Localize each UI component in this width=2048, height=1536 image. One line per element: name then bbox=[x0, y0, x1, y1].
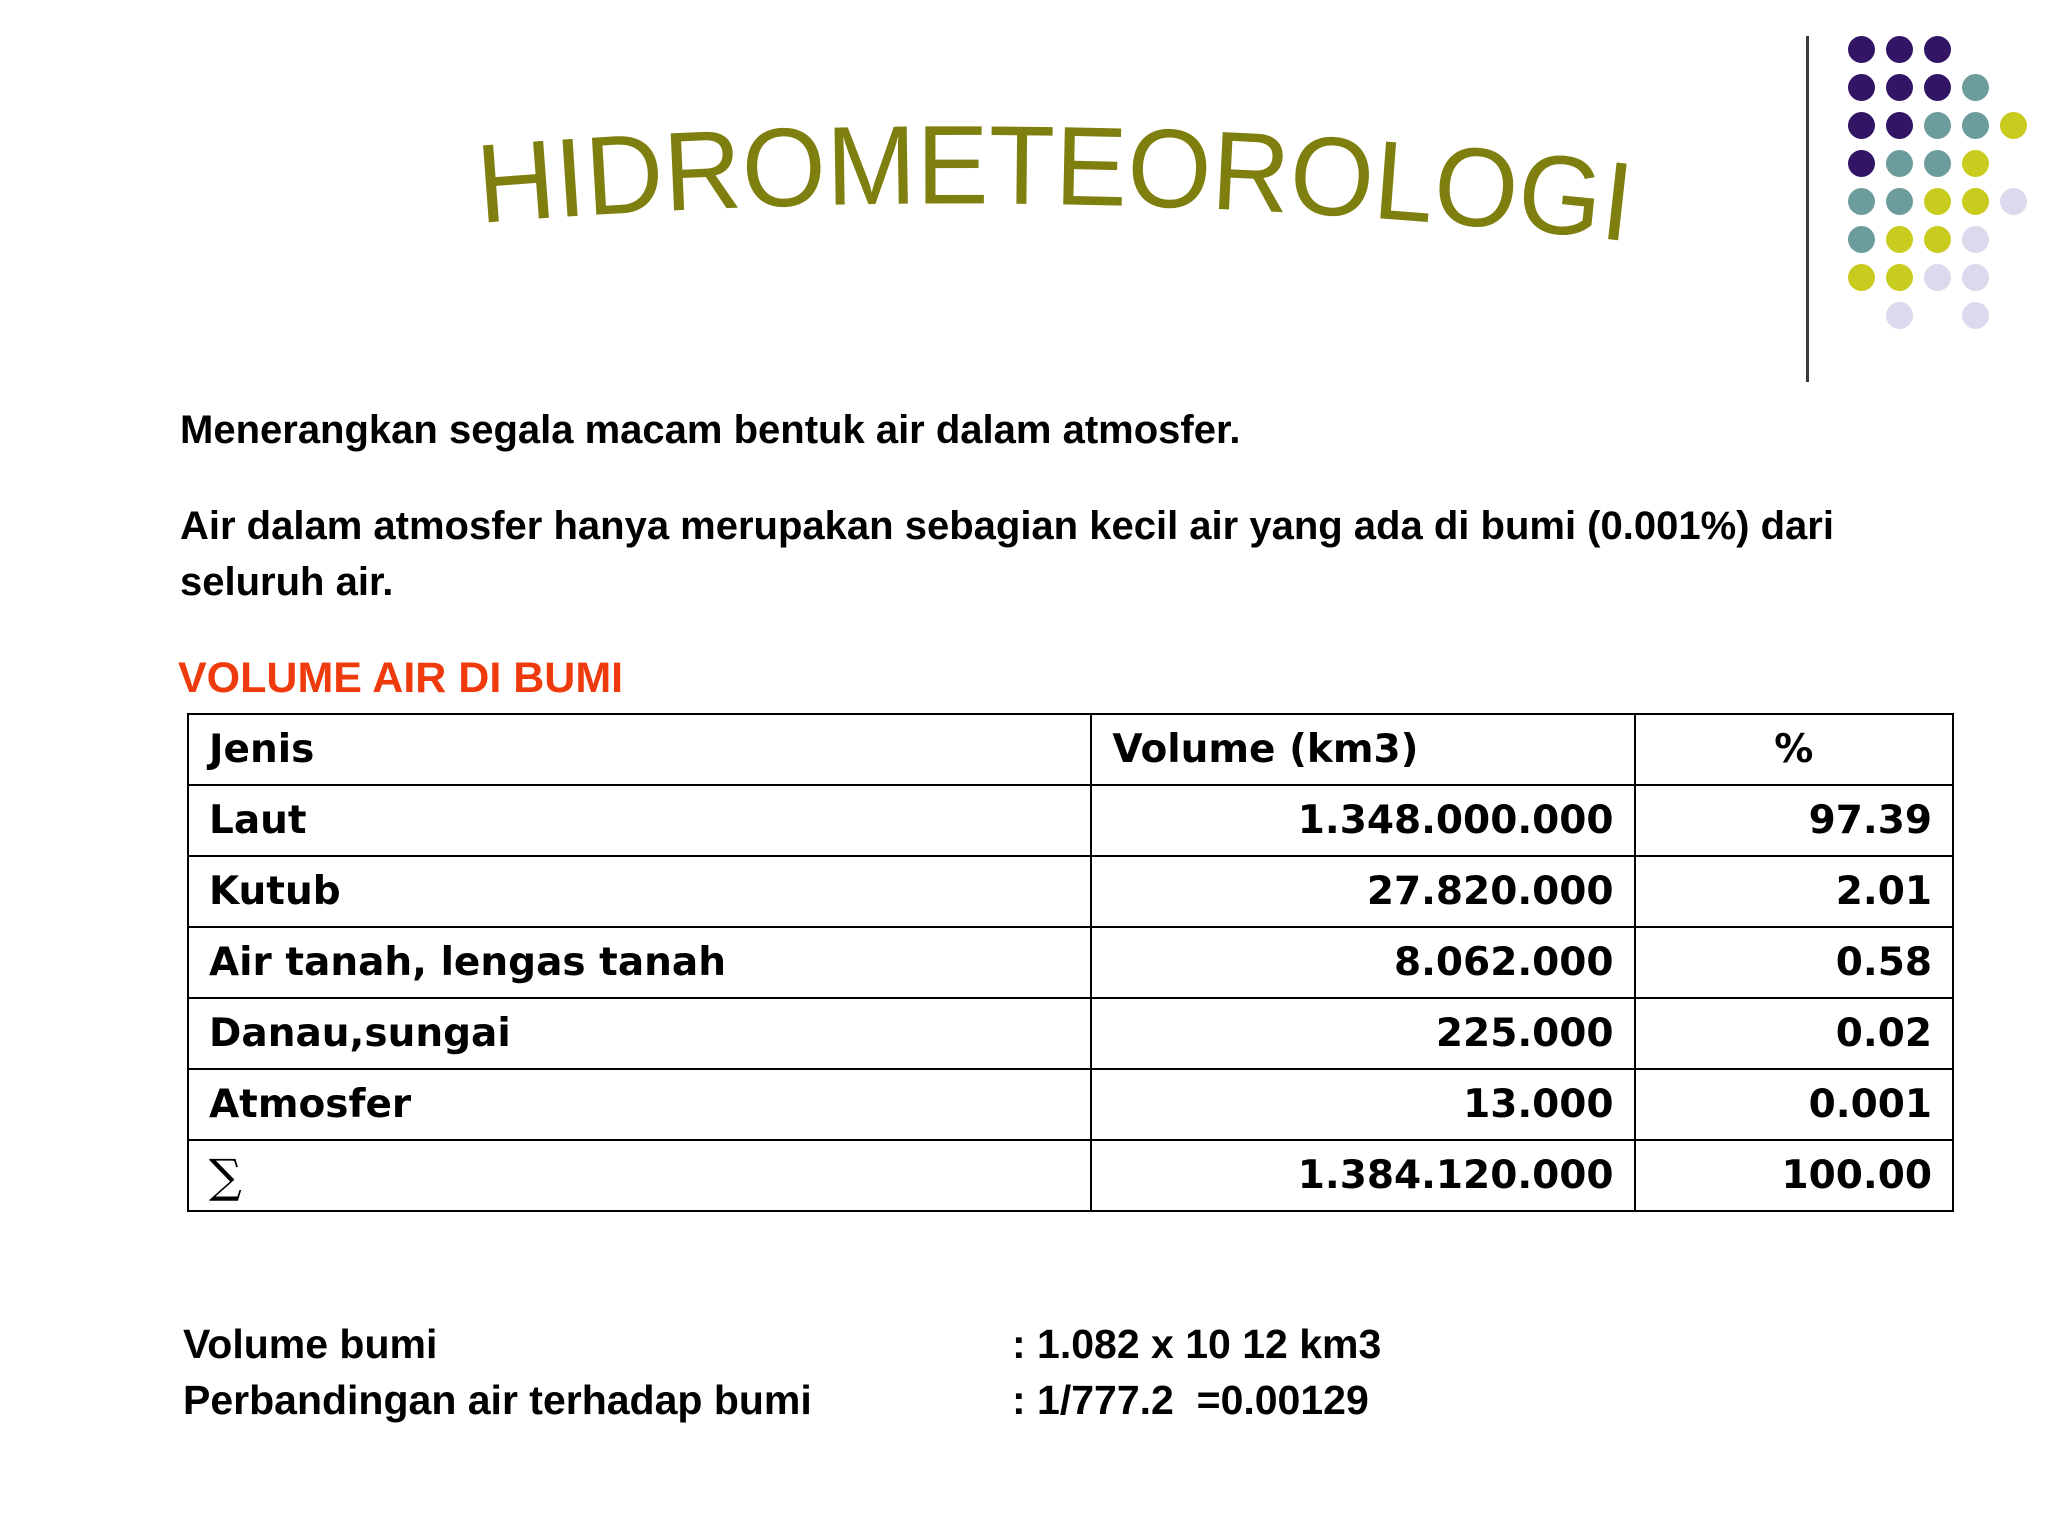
decorative-dot-grid bbox=[1848, 36, 2038, 336]
decorative-dot bbox=[1886, 264, 1913, 291]
svg-text:HIDROMETEOROLOGI bbox=[472, 102, 1639, 265]
vertical-divider bbox=[1806, 36, 1809, 382]
header-jenis: Jenis bbox=[188, 714, 1091, 785]
decorative-dot bbox=[1962, 302, 1989, 329]
decorative-dot bbox=[1848, 226, 1875, 253]
cell-volume: 225.000 bbox=[1091, 998, 1634, 1069]
decorative-dot bbox=[1848, 74, 1875, 101]
decorative-dot bbox=[1848, 36, 1875, 63]
decorative-dot bbox=[1924, 150, 1951, 177]
decorative-dot bbox=[1848, 188, 1875, 215]
cell-volume: 13.000 bbox=[1091, 1069, 1634, 1140]
table-heading: VOLUME AIR DI BUMI bbox=[178, 654, 624, 702]
water-earth-ratio-label: Perbandingan air terhadap bumi bbox=[183, 1377, 812, 1423]
title-text: HIDROMETEOROLOGI bbox=[472, 102, 1641, 266]
decorative-dot bbox=[1924, 112, 1951, 139]
intro-paragraph: Menerangkan segala macam bentuk air dalam atmosfer. bbox=[180, 408, 1241, 452]
decorative-dot bbox=[1848, 264, 1875, 291]
cell-percent: 2.01 bbox=[1635, 856, 1953, 927]
cell-jenis: Atmosfer bbox=[188, 1069, 1091, 1140]
cell-percent-total: 100.00 bbox=[1635, 1140, 1953, 1211]
cell-jenis: Kutub bbox=[188, 856, 1091, 927]
decorative-dot bbox=[1886, 226, 1913, 253]
cell-percent: 0.001 bbox=[1635, 1069, 1953, 1140]
header-percent: % bbox=[1635, 714, 1953, 785]
cell-percent: 0.02 bbox=[1635, 998, 1953, 1069]
cell-volume: 1.348.000.000 bbox=[1091, 785, 1634, 856]
decorative-dot bbox=[1886, 302, 1913, 329]
cell-volume: 8.062.000 bbox=[1091, 927, 1634, 998]
cell-volume-total: 1.384.120.000 bbox=[1091, 1140, 1634, 1211]
slide-title bbox=[470, 95, 1670, 285]
cell-volume: 27.820.000 bbox=[1091, 856, 1634, 927]
table-row bbox=[188, 1069, 1953, 1140]
decorative-dot bbox=[2000, 188, 2027, 215]
decorative-dot bbox=[1962, 74, 1989, 101]
header-volume: Volume (km3) bbox=[1091, 714, 1634, 785]
table-row bbox=[188, 998, 1953, 1069]
decorative-dot bbox=[1962, 150, 1989, 177]
cell-jenis: Laut bbox=[188, 785, 1091, 856]
decorative-dot bbox=[1924, 264, 1951, 291]
earth-volume-value: : 1.082 x 10 12 km3 bbox=[1012, 1321, 1382, 1367]
water-earth-ratio-value: : 1/777.2 =0.00129 bbox=[1012, 1377, 1369, 1423]
decorative-dot bbox=[1962, 112, 1989, 139]
cell-percent: 97.39 bbox=[1635, 785, 1953, 856]
atmosphere-water-paragraph: Air dalam atmosfer hanya merupakan sebagian kecil air yang ada di bumi (0.001%) dari seluruh air. bbox=[180, 504, 1834, 604]
decorative-dot bbox=[1924, 74, 1951, 101]
decorative-dot bbox=[1924, 226, 1951, 253]
decorative-dot bbox=[1962, 188, 1989, 215]
table-total-row bbox=[188, 1140, 1953, 1211]
decorative-dot bbox=[1886, 36, 1913, 63]
decorative-dot bbox=[1962, 264, 1989, 291]
decorative-dot bbox=[1848, 150, 1875, 177]
decorative-dot bbox=[2000, 112, 2027, 139]
decorative-dot bbox=[1886, 74, 1913, 101]
cell-jenis: Danau,sungai bbox=[188, 998, 1091, 1069]
earth-volume-label: Volume bumi bbox=[183, 1321, 438, 1367]
decorative-dot bbox=[1886, 150, 1913, 177]
decorative-dot bbox=[1886, 112, 1913, 139]
cell-jenis: Air tanah, lengas tanah bbox=[188, 927, 1091, 998]
table-header-row bbox=[188, 714, 1953, 785]
decorative-dot bbox=[1886, 188, 1913, 215]
decorative-dot bbox=[1962, 226, 1989, 253]
table-row bbox=[188, 856, 1953, 927]
sigma-total-label: ∑ bbox=[188, 1140, 1091, 1211]
table-row bbox=[188, 927, 1953, 998]
decorative-dot bbox=[1924, 188, 1951, 215]
water-volume-table bbox=[187, 713, 1954, 1212]
cell-percent: 0.58 bbox=[1635, 927, 1953, 998]
table-row bbox=[188, 785, 1953, 856]
decorative-dot bbox=[1848, 112, 1875, 139]
decorative-dot bbox=[1924, 36, 1951, 63]
